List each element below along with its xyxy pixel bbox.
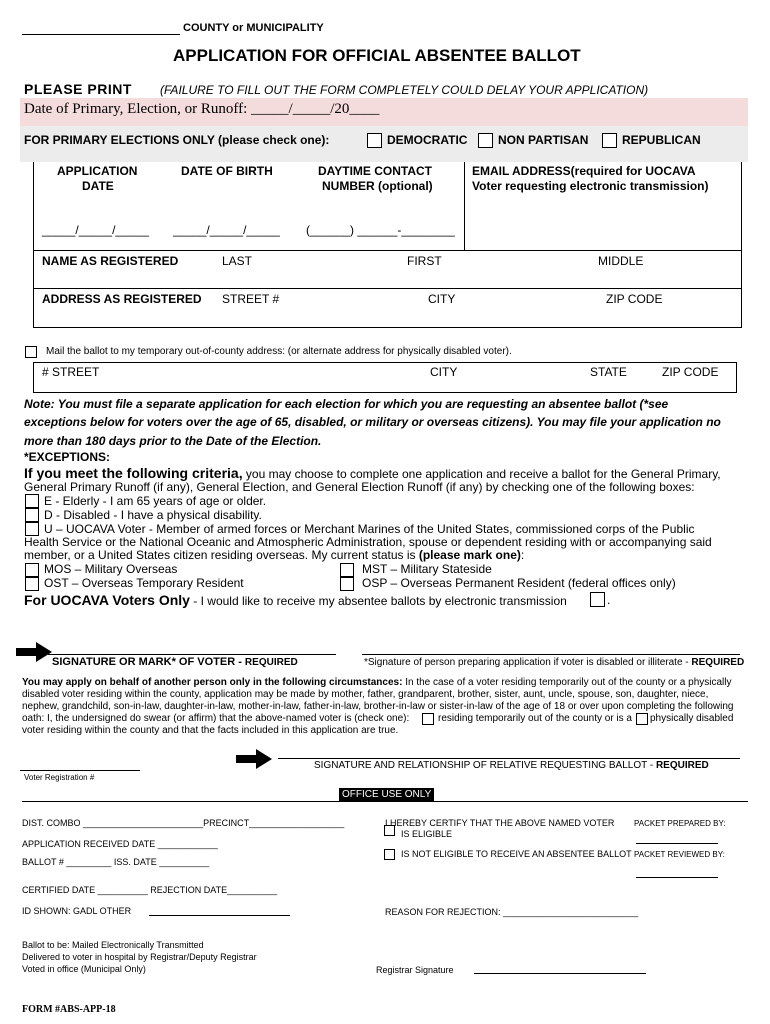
electronic-rest: - I would like to receive my absentee ballots by electronic transmission: [189, 594, 567, 608]
temp-city-label: CITY: [430, 365, 458, 379]
temp-address-label: Mail the ballot to my temporary out-of-county address: (or alternate address for physically disabled voter).: [46, 346, 512, 357]
email-cell-border: [464, 162, 465, 250]
residing-out-checkbox[interactable]: [422, 713, 434, 725]
middle-label: MIDDLE: [598, 254, 644, 268]
elderly-label: E - Elderly - I am 65 years of age or older.: [44, 494, 267, 508]
relative-signature-line[interactable]: [278, 758, 740, 759]
nonpartisan-label: NON PARTISAN: [498, 133, 589, 147]
note-line-2: exceptions below for voters over the age of 65, disabled, or military or overseas citizens). You may file your application no: [24, 415, 721, 429]
electronic-checkbox[interactable]: [590, 592, 605, 607]
uocava-line-2: Health Service or the National Oceanic and Atmospheric Administration, spouse or dependent residing with or accompanying said: [24, 535, 712, 549]
app-date-field[interactable]: _____/_____/_____: [42, 223, 149, 237]
mst-label: MST – Military Stateside: [362, 562, 492, 576]
behalf-lead: You may apply on behalf of another person only in the following circumstances:: [22, 677, 403, 688]
criteria-line-1: [24, 465, 721, 481]
criteria-line-2: General Primary Runoff (if any), General Election, and General Election Runoff (if any) by checking one of the following boxes:: [24, 480, 695, 494]
failure-note: (FAILURE TO FILL OUT THE FORM COMPLETELY COULD DELAY YOUR APPLICATION): [160, 83, 649, 97]
osp-label: OSP – Overseas Permanent Resident (federal offices only): [362, 576, 676, 590]
temp-address-checkbox[interactable]: [25, 346, 37, 358]
ballot-to-be-label: Ballot to be: Mailed Electronically Transmitted: [22, 940, 204, 950]
relative-required: REQUIRED: [655, 760, 709, 771]
form-number: FORM #ABS-APP-18: [22, 1004, 116, 1015]
osp-checkbox[interactable]: [340, 577, 354, 591]
relative-signature-label: [314, 760, 709, 771]
temp-street-label: # STREET: [42, 365, 100, 379]
phone-header-2: NUMBER (optional): [322, 179, 433, 193]
voter-signature-label: [52, 656, 298, 668]
rejection-reason-field[interactable]: REASON FOR REJECTION: ___________________________: [385, 907, 639, 917]
dist-combo-field[interactable]: DIST. COMBO ________________________PRECINCT___________________: [22, 818, 345, 828]
packet-reviewed-label: PACKET REVIEWED BY:: [634, 850, 725, 859]
electronic-period: .: [607, 593, 611, 607]
note-line-1: Note: You must file a separate application for each election for which you are requesting an absentee ballot (*see: [24, 397, 669, 411]
uocava-checkbox[interactable]: [25, 522, 39, 536]
behalf-line-1: [22, 677, 731, 688]
phone-field[interactable]: (______) ______-________: [306, 223, 455, 237]
republican-label: REPUBLICAN: [622, 133, 701, 147]
street-label: STREET #: [222, 292, 280, 306]
behalf-line-5: voter residing within the county and that the facts included in this application are true.: [22, 725, 399, 736]
behalf-line-4b: residing temporarily out of the county or is a: [438, 713, 632, 724]
ost-checkbox[interactable]: [25, 577, 39, 591]
city-label: CITY: [428, 292, 456, 306]
id-shown-label: ID SHOWN: GADL OTHER: [22, 906, 132, 916]
physically-disabled-checkbox[interactable]: [636, 713, 648, 725]
nonpartisan-checkbox[interactable]: [478, 133, 493, 148]
not-eligible-label: IS NOT ELIGIBLE TO RECEIVE AN ABSENTEE BALLOT: [401, 849, 632, 859]
page-title: APPLICATION FOR OFFICIAL ABSENTEE BALLOT: [173, 46, 581, 65]
elderly-checkbox[interactable]: [25, 494, 39, 508]
republican-checkbox[interactable]: [602, 133, 617, 148]
office-banner: OFFICE USE ONLY: [339, 788, 434, 801]
packet-prepared-label: PACKET PREPARED BY:: [634, 819, 726, 828]
relative-sig-text: SIGNATURE AND RELATIONSHIP OF RELATIVE REQUESTING BALLOT -: [314, 760, 656, 771]
arrow-icon: [16, 642, 52, 662]
voter-reg-label: Voter Registration #: [24, 773, 95, 782]
democratic-label: DEMOCRATIC: [387, 133, 468, 147]
preparer-signature-label: [364, 657, 744, 668]
criteria-rest: you may choose to complete one application and receive a ballot for the General Primary,: [242, 467, 721, 481]
app-received-field[interactable]: APPLICATION RECEIVED DATE ____________: [22, 839, 218, 849]
last-label: LAST: [222, 254, 253, 268]
eligible-label: IS ELIGIBLE: [401, 829, 453, 839]
uocava-colon: :: [520, 548, 525, 562]
arrow-icon-2: [236, 749, 272, 769]
voted-office-label: Voted in office (Municipal Only): [22, 964, 146, 974]
please-mark-one: (please mark one): [418, 548, 521, 562]
email-header-1: EMAIL ADDRESS(required for UOCAVA: [472, 164, 696, 178]
voter-reg-line[interactable]: [20, 770, 140, 771]
ost-label: OST – Overseas Temporary Resident: [44, 576, 244, 590]
behalf-line-2: disabled voter residing within the county, application may be made by mother, father, grandparent, brother, sister, aunt, uncle, spouse, son, daughter, niece,: [22, 689, 709, 700]
preparer-text: *Signature of person preparing application if voter is disabled or illiterate -: [364, 657, 692, 668]
temp-zip-label: ZIP CODE: [662, 365, 719, 379]
packet-prepared-line[interactable]: [636, 843, 718, 844]
electronic-line: [24, 592, 567, 608]
name-label: NAME AS REGISTERED: [42, 254, 179, 268]
not-eligible-checkbox[interactable]: [384, 849, 395, 860]
exceptions-heading: *EXCEPTIONS:: [24, 450, 111, 464]
disabled-label: D - Disabled - I have a physical disability.: [44, 508, 262, 522]
primary-label: FOR PRIMARY ELECTIONS ONLY (please check one):: [24, 133, 330, 147]
behalf-rest: In the case of a voter residing temporarily out of the county or a physically: [402, 677, 732, 688]
row-divider-2: [33, 288, 742, 289]
behalf-line-4c: physically disabled: [650, 713, 734, 724]
app-date-header-1: APPLICATION: [57, 164, 138, 178]
please-print: PLEASE PRINT: [24, 81, 132, 97]
id-other-line[interactable]: [149, 915, 290, 916]
criteria-lead: If you meet the following criteria,: [24, 465, 243, 481]
temp-address-box[interactable]: [33, 362, 737, 393]
election-date-line[interactable]: Date of Primary, Election, or Runoff: _____/_____/20____: [24, 101, 380, 117]
voter-signature-required: REQUIRED: [244, 657, 298, 668]
app-date-header-2: DATE: [82, 179, 114, 193]
registrar-signature-line[interactable]: [474, 973, 646, 974]
zip-label: ZIP CODE: [606, 292, 663, 306]
voter-signature-line[interactable]: [48, 654, 336, 655]
temp-state-label: STATE: [590, 365, 627, 379]
phone-header-1: DAYTIME CONTACT: [318, 164, 432, 178]
preparer-signature-line[interactable]: [362, 654, 740, 655]
disabled-checkbox[interactable]: [25, 508, 39, 522]
ballot-number-field[interactable]: BALLOT # _________ ISS. DATE __________: [22, 857, 210, 867]
email-header-2: Voter requesting electronic transmission): [472, 179, 709, 193]
certify-label: I HEREBY CERTIFY THAT THE ABOVE NAMED VOTER: [385, 818, 615, 828]
mst-checkbox[interactable]: [340, 563, 354, 577]
uocava-line-3a: member, or a United States citizen residing overseas. My current status is: [24, 548, 419, 562]
uocava-line-1: U – UOCAVA Voter - Member of armed forces or Merchant Marines of the United States, commissioned corps of the Public: [44, 522, 695, 536]
delivered-label: Delivered to voter in hospital by Registrar/Deputy Registrar: [22, 952, 257, 962]
mos-checkbox[interactable]: [25, 563, 39, 577]
mos-label: MOS – Military Overseas: [44, 562, 178, 576]
county-line[interactable]: [22, 34, 180, 35]
behalf-line-3: nephew, grandchild, son-in-law, daughter-in-law, mother-in-law, father-in-law, brother-in-law or sister-in-law of the age of 18 or over upon completing the following: [22, 701, 734, 712]
row-divider: [33, 250, 742, 251]
behalf-line-4a: oath: I, the undersigned do swear (or affirm) that the above-named voter is (check one):: [22, 713, 410, 724]
dob-header: DATE OF BIRTH: [181, 164, 273, 178]
packet-reviewed-line[interactable]: [636, 877, 718, 878]
democratic-checkbox[interactable]: [367, 133, 382, 148]
dob-field[interactable]: _____/_____/_____: [173, 223, 280, 237]
voter-signature-text: SIGNATURE OR MARK* OF VOTER -: [52, 656, 245, 668]
address-label: ADDRESS AS REGISTERED: [42, 292, 202, 306]
office-divider: [22, 801, 748, 802]
electronic-lead: For UOCAVA Voters Only: [24, 592, 190, 608]
certified-date-field[interactable]: CERTIFIED DATE __________ REJECTION DATE__________: [22, 885, 278, 895]
uocava-line-3: [24, 548, 524, 562]
county-label: COUNTY or MUNICIPALITY: [183, 22, 324, 34]
note-line-3: more than 180 days prior to the Date of the Election.: [24, 434, 322, 448]
registrar-signature-label: Registrar Signature: [376, 965, 454, 975]
preparer-required: REQUIRED: [691, 657, 745, 668]
first-label: FIRST: [407, 254, 442, 268]
